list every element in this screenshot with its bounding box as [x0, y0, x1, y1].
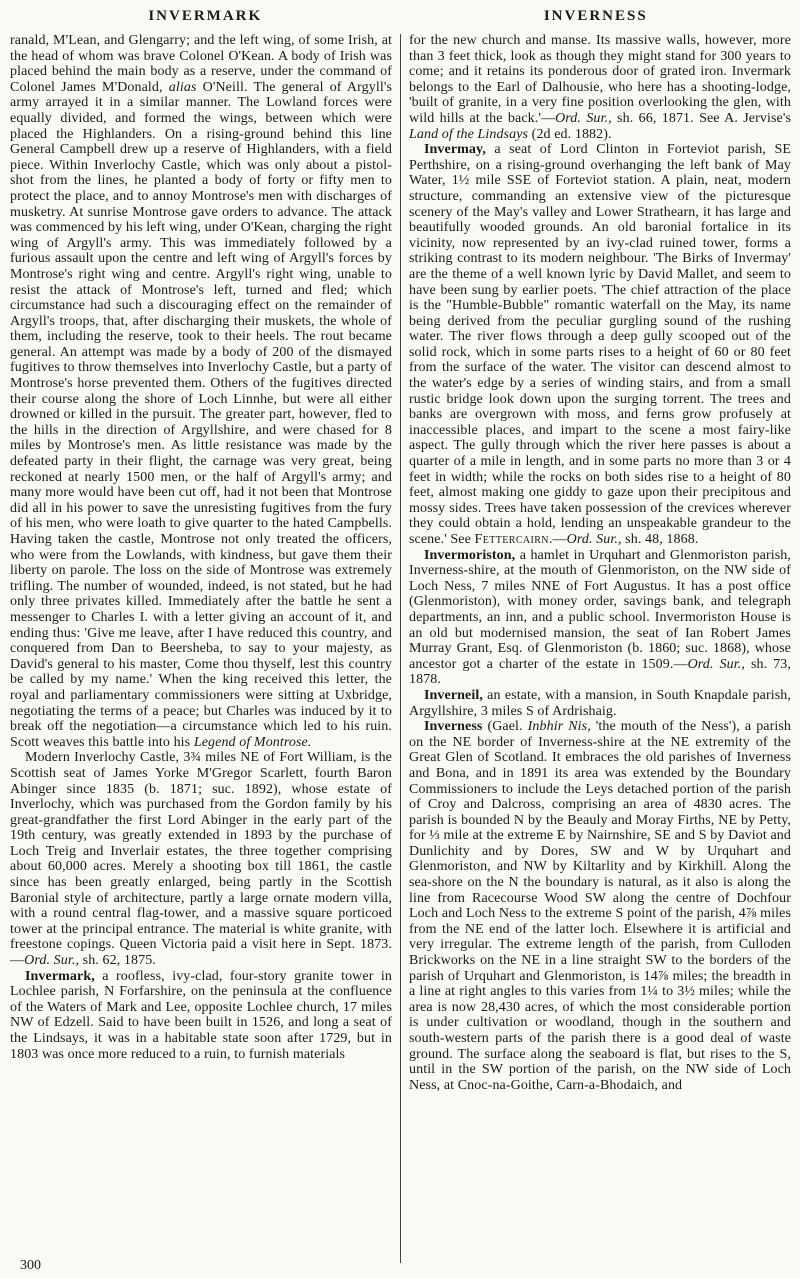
text-run: O'Neill. The general of Argyll's army arrayed it in a similar manner. The Lowland forces were equally divided, and formed the wings, between which were placed the Highlanders. On a rising-ground behind this line General Campbell drew up a reserve of Highlanders, with a field piece. Within Inverlochy Castle, which was only about a pistol-shot from the lines, he planted a body of forty or fifty men to protect the place, and to annoy Montrose's men with discharges of musketry. At sunrise Montrose gave orders to advance. The attack was commenced by his left wing, under O'Kean, charging the right wing of Argyll's army. This was immediately followed by a furious assault upon the centre and left wing of Argyll's forces by Montrose's right wing and centre. Argyll's right wing, unable to resist the attack of Montrose's left, turned and fled; which circumstance had such a discouraging effect on the remainder of Argyll's troops, that, after discharging their muskets, the whole of them, including the reserve, took to their heels. The rout became general. An attempt was made by a body of 200 of the dismayed fugitives to throw themselves into Inverlochy Castle, but a party of Montrose's horse prevented them. Others of the fugitives directed their course along the shore of Loch Linnhe, but were all either drowned or killed in the pursuit. The greater part, however, fled to the hills in the direction of Argyllshire, and were chased for 8 miles by Montrose's men. As little resistance was made by the defeated party in their flight, the carnage was very great, being reckoned at nearly 1500 men, or the half of Argyll's army; and many more would have been cut off, had it not been that Montrose did all in his power to save the unresisting fugitives from the fury of his men, who were loath to give quarter to the hated Campbells. Having taken the castle, Montrose not only treated the officers, who were from the Lowlands, with kindness, but gave them their liberty on parole. The loss on the side of Montrose was extremely trifling. The number of wounded, indeed, is not stated, but he had only three privates killed. Immediately after the battle he sent a messenger to Charles I. with a letter giving an account of it, and ending thus: 'Give me leave, after I have reduced this country, and conquered from Dan to Beersheba, to say to your majesty, as David's general to his master, Come thou thyself, lest this country be called by my name.' When the king received this letter, the royal and parliamentary commissioners were sitting at Uxbridge, negotiating the terms of a peace; but Charles was induced by it to break off the negotiation—a circumstance which led to his ruin. Scott weaves this battle into his	[10, 79, 392, 750]
inverneil-entry	[409, 688, 791, 719]
text-run: Modern Inverlochy Castle, 3¾ miles NE of Fort William, is the Scottish seat of James Yorke M'Gregor Scarlett, fourth Baron Abinger since 1835 (b. 1871; suc. 1892), whose estate of Inverlochy, which was purchased from the Gordon family by his great-grandfather the first Lord Abinger in the early part of the 19th century, was greatly extended in 1893 by the purchase of Loch Treig and Inverlair estates, the three together comprising about 60,000 acres. Merely a shooting box till 1861, the castle since has been greatly enlarged, being partly in the Scottish Baronial style of architecture, partly a large ornate modern villa, with a round central flag-tower, and a massive square porticoed tower at the principal entrance. The material is white granite, with freestone copings. Queen Victoria paid a visit here in Sept. 1873.—	[10, 750, 392, 969]
invermark-continuation	[409, 33, 791, 142]
entry-lead: Invermark,	[25, 968, 95, 984]
left-column	[10, 33, 392, 1263]
text-run: sh. 73, 1878.	[409, 656, 791, 688]
entry-lead: Inverneil,	[424, 687, 483, 703]
italic-run: Inbhir Nis,	[527, 719, 591, 735]
text-columns	[10, 33, 791, 1263]
page-number: 300	[20, 1258, 41, 1273]
invermay-entry	[409, 142, 791, 547]
text-run: sh. 66, 1871. See A. Jervise's	[611, 110, 791, 126]
italic-run: Ord. Sur.,	[24, 953, 80, 969]
text-run: an estate, with a mansion, in South Knapdale parish, Argyllshire, 3 miles S of Ardrishaig.	[409, 687, 791, 719]
italic-run: Land of the Lindsays	[409, 126, 529, 142]
text-run: sh. 48, 1868.	[621, 532, 699, 547]
modern-inverlochy-castle	[10, 750, 392, 968]
inverness-entry	[409, 719, 791, 1093]
entry-lead: Inverness	[424, 719, 483, 735]
text-run: a roofless, ivy-clad, four-story granite tower in Lochlee parish, N Forfarshire, on the peninsula at the confluence of the Waters of Mark and Lee, opposite Lochlee church, 17 miles NW of Edzell. Said to have been built in 1526, and long a seat of the Lindsays, it was in a habitable state soon after 1729, but in 1803 was once more reduced to a ruin, to furnish materials	[10, 968, 392, 1062]
text-run: .—	[548, 532, 567, 547]
italic-run: Legend of Montrose.	[193, 734, 312, 750]
text-run: a hamlet in Urquhart and Glenmoriston parish, Inverness-shire, at the mouth of Glenmoriston, on the NW side of Loch Ness, 7 miles NNE of Fort Augustus. It has a post office (Glenmoriston), with money order, savings bank, and telegraph departments, an inn, and a public school. Invermoriston House is an old but modernised mansion, the seat of Ian Robert James Murray Grant, Esq. of Glenmoriston (b. 1860; suc. 1868), whose ancestor got a charter of the estate in 1509.—	[409, 547, 791, 672]
running-head	[10, 8, 791, 25]
italic-run: alias	[168, 79, 197, 95]
text-run: sh. 62, 1875.	[79, 953, 156, 969]
text-run: a seat of Lord Clinton in Forteviot parish, SE Perthshire, on a rising-ground overhanging the left bank of May Water, 1½ mile SSE of Forteviot station. A plain, neat, modern structure, commanding an extensive view of the picturesque scenery of the May's valley and Lower Strathearn, it has large and beautifully wooded grounds. An old baronial fortalice in its vicinity, now represented by an ivy-clad ruined tower, forms a striking contrast to its modern neighbour. 'The Birks of Invermay' are the theme of a well known lyric by David Mallet, and seem to have been sung by earlier poets. 'The chief attraction of the place is the "Humble-Bubble" romantic waterfall on the May, its name being derived from the peculiar gurgling sound of the rushing water. The river flows through a deep gully scooped out of the solid rock, which in some parts rises to a height of 60 or 80 feet from the surface of the water. The visitor can descend almost to the water's edge by a series of winding stairs, and from a small rustic bridge look down upon the surging torrent. The trees and banks are overgrown with moss, and ferns grow profusely at inaccessible places, and impart to the scene a most fairy-like aspect. The gully through which the river here passes is about a quarter of a mile in length, and in some parts no more than 3 or 4 feet in width; while the rocks on both sides rise to a height of 80 feet, almost making one giddy to gaze upon their precipitous and mossy sides. Trees have taken possession of the crevices wherever they could obtain a hold, lending an unspeakable grandeur to the scene.' See	[409, 142, 791, 547]
italic-run: Ord. Sur.,	[555, 110, 612, 126]
inverlochy-battle-continuation	[10, 33, 392, 750]
right-column	[409, 33, 791, 1263]
italic-run: Ord. Sur.,	[687, 656, 745, 672]
entry-lead: Invermoriston,	[424, 547, 516, 563]
entry-lead: Invermay,	[424, 142, 486, 158]
text-run: 'the mouth of the Ness'), a parish on the NE border of Inverness-shire at the NE extremity of the Great Glen of Scotland. It embraces the old parishes of Inverness and Bona, and in 1891 its area was extended by the Boundary Commissioners to include the Leys detached portion of the parish of Croy and Dalcross, comprising an area of 4830 acres. The parish is bounded N by the Beauly and Moray Firths, NE by Petty, for ⅓ mile at the extreme E by Nairnshire, SE and S by Daviot and Dunlichity and by Dores, SW and W by Urquhart and Glenmoriston, and NW by Kiltarlity and by Kirkhill. Along the sea-shore on the N the boundary is natural, as it also is along the line from Racecourse Wood SW along the centre of Dochfour Loch and Loch Ness to the extreme S point of the parish, 4⅞ miles from the NE end of the latter loch. Elsewhere it is artificial and very irregular. The extreme length of the parish, from Culloden Brickworks on the NE in a line straight SW to the borders of the parish of Urquhart and Glenmoriston, is 14⅞ miles; the breadth in a line at right angles to this varies from 1¼ to 3½ miles; while the area is now 28,430 acres, of which the most considerable portion is under cultivation or woodland, though in the southern and south-western parts of the parish there is a good deal of waste ground. The surface along the seaboard is flat, but rises to the S, until in the SW portion of the parish, on the NW side of Loch Ness, at Cnoc-na-Goithe, Carn-a-Bhodaich, and	[409, 719, 791, 1093]
text-run: for the new church and manse. Its massive walls, however, more than 3 feet thick, look as though they might stand for 300 years to come; and it retains its ponderous door of grated iron. Invermark belongs to the Earl of Dalhousie, who here has a shooting-lodge, 'built of granite, in a very fine position overlooking the glen, with wild hills at the back.'—	[409, 33, 791, 126]
running-head-left: INVERMARK	[148, 8, 263, 24]
invermoriston-entry	[409, 548, 791, 688]
italic-run: Ord. Sur.,	[566, 532, 622, 547]
text-run: (2d ed. 1882).	[528, 126, 612, 142]
text-run: (Gael.	[482, 719, 528, 735]
column-divider	[400, 34, 401, 1263]
text-run: ranald, M'Lean, and Glengarry; and the left wing, of some Irish, at the head of whom was brave Colonel O'Kean. A body of Irish was placed behind the main body as a reserve, under the command of Colonel James M'Donald,	[10, 33, 392, 95]
invermark-entry	[10, 969, 392, 1063]
running-head-right: INVERNESS	[543, 8, 648, 24]
smallcaps-cross-reference: Fettercairn	[474, 532, 549, 547]
